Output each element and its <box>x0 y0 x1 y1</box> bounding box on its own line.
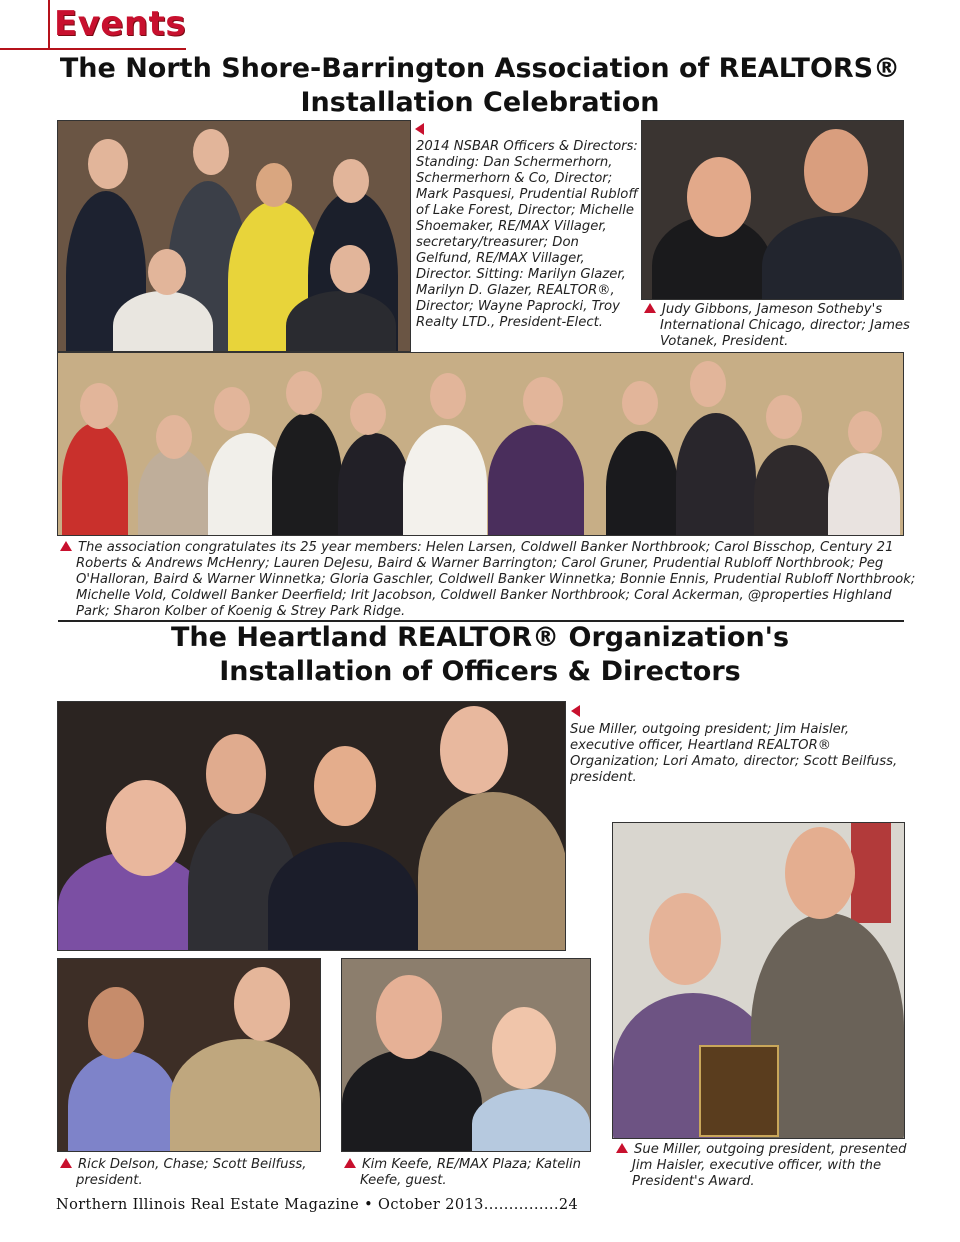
caption-pointer-icon <box>60 541 72 551</box>
article1-title-line1: The North Shore-Barrington Association of REALTORS® <box>59 53 901 84</box>
photo-delson-beilfuss <box>57 958 321 1152</box>
photo-nsbar-officers <box>57 120 411 352</box>
article1-title-line2: Installation Celebration <box>300 87 660 118</box>
caption-presidents-award: Sue Miller, outgoing president, presented Jim Haisler, executive officer, with the President's Award. <box>616 1142 916 1190</box>
photo-heartland-group <box>57 701 566 951</box>
article2-title-line2: Installation of Officers & Directors <box>219 656 741 687</box>
caption-pointer-icon <box>616 1143 628 1153</box>
caption-pointer-icon <box>571 705 580 717</box>
caption-pointer-icon <box>344 1158 356 1168</box>
caption-nsbar-officers: 2014 NSBAR Officers & Directors: Standing: Dan Schermerhorn, Schermerhorn & Co, Director; Mark Pasquesi, Prudential Rubloff of Lake Forest, Director; Michelle Shoemaker, RE/MAX Villager, secretary/treasurer; Don Gelfund, RE/MAX Villager, Director. Sitting: Marilyn Glazer, Marilyn D. Glazer, REALTOR®, Director; Wayne Paprocki, Troy Realty LTD., President-Elect. <box>416 139 638 330</box>
article2-title-line1: The Heartland REALTOR® Organization's <box>170 622 790 653</box>
photo-gibbons-votanek <box>641 120 904 300</box>
photo-keefe <box>341 958 591 1152</box>
caption-delson-beilfuss: Rick Delson, Chase; Scott Beilfuss, president. <box>60 1157 334 1189</box>
award-plaque-icon <box>699 1045 779 1137</box>
photo-presidents-award <box>612 822 905 1139</box>
section-tag <box>0 0 186 50</box>
page-footer: Northern Illinois Real Estate Magazine • October 2013...............24 <box>56 1197 579 1213</box>
photo-25-year-members <box>57 352 904 536</box>
caption-pointer-icon <box>415 123 424 135</box>
caption-heartland-group: Sue Miller, outgoing president; Jim Haisler, executive officer, Heartland REALTOR® Organization; Lori Amato, director; Scott Beilfuss, president. <box>570 722 898 785</box>
section-label: Events <box>54 4 187 44</box>
caption-25-year-members: The association congratulates its 25 year members: Helen Larsen, Coldwell Banker Northbrook; Carol Bisschop, Century 21 Roberts & Andrews McHenry; Lauren DeJesu, Baird & Warner Barrington; Carol Gruner, Prudential Rubloff Northbrook; Peg O'Halloran, Baird & Warner Winnetka; Gloria Gaschler, Coldwell Banker Winnetka; Bonnie Ennis, Prudential Rubloff Northbrook; Michelle Vold, Coldwell Banker Deerfield; Irit Jacobson, Coldwell Banker Northbrook; Coral Ackerman, @properties Highland Park; Sharon Kolber of Koenig & Strey Park Ridge. <box>60 540 916 620</box>
caption-keefe: Kim Keefe, RE/MAX Plaza; Katelin Keefe, guest. <box>344 1157 604 1189</box>
caption-pointer-icon <box>60 1158 72 1168</box>
caption-gibbons-votanek: Judy Gibbons, Jameson Sotheby's International Chicago, director; James Votanek, President. <box>644 302 910 350</box>
caption-pointer-icon <box>644 303 656 313</box>
